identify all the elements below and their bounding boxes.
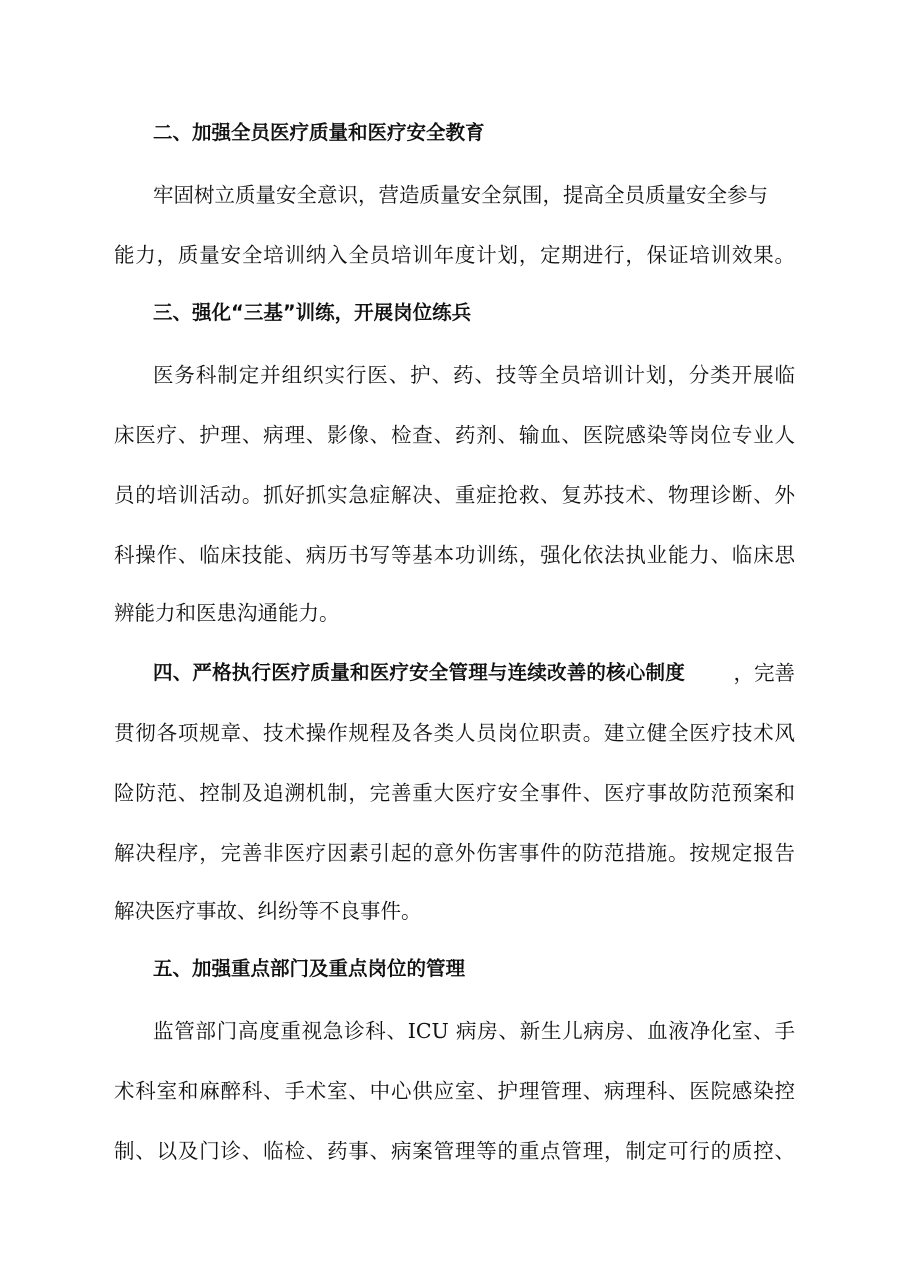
paragraph-line-text: 术科室和麻醉科、手术室、中心供应室、护理管理、病理科、医院感染控 xyxy=(114,1079,795,1103)
paragraph-line-text: 解决程序，完善非医疗因素引起的意外伤害事件的防范措施。按规定报告 xyxy=(114,841,795,865)
paragraph-line xyxy=(0,360,905,390)
paragraph-line xyxy=(0,480,905,510)
paragraph-line-text: 险防范、控制及追溯机制，完善重大医疗安全事件、医疗事故防范预案和 xyxy=(114,781,795,805)
paragraph-line xyxy=(0,180,905,210)
paragraph-line: 辨能力和医患沟通能力。 xyxy=(114,601,340,625)
paragraph-line xyxy=(0,778,905,808)
section-heading-4: 四、严格执行医疗质量和医疗安全管理与连续改善的核心制度 xyxy=(153,661,685,684)
paragraph-line-text: 贯彻各项规章、技术操作规程及各类人员岗位职责。建立健全医疗技术风 xyxy=(114,721,795,745)
paragraph-line xyxy=(0,658,905,688)
paragraph-line xyxy=(0,1136,905,1166)
paragraph-line-text: 医务科制定并组织实行医、护、药、技等全员培训计划，分类开展临 xyxy=(153,363,795,387)
paragraph-line xyxy=(0,838,905,868)
paragraph-line xyxy=(0,420,905,450)
paragraph-line xyxy=(0,1076,905,1106)
paragraph-line: 解决医疗事故、纠纷等不良事件。 xyxy=(114,899,422,923)
section-heading-2: 二、加强全员医疗质量和医疗安全教育 xyxy=(153,121,485,144)
paragraph-line xyxy=(0,718,905,748)
paragraph-line-text: 床医疗、护理、病理、影像、检查、药剂、输血、医院感染等岗位专业人 xyxy=(114,423,795,447)
paragraph-line-text: 制、以及门诊、临检、药事、病案管理等的重点管理，制定可行的质控、 xyxy=(114,1139,795,1163)
paragraph-line xyxy=(0,1016,905,1046)
paragraph-line xyxy=(0,540,905,570)
paragraph-line-text: 牢固树立质量安全意识，营造质量安全氛围，提高全员质量安全参与 xyxy=(153,183,768,207)
section-4-heading-tail: ，完善 xyxy=(733,661,795,685)
paragraph-line-text: 员的培训活动。抓好抓实急症解决、重症抢救、复苏技术、物理诊断、外 xyxy=(114,483,795,507)
paragraph-line xyxy=(0,240,905,270)
paragraph-line-text: 监管部门高度重视急诊科、ICU 病房、新生儿病房、血液净化室、手 xyxy=(153,1019,795,1043)
paragraph-line-text: 能力，质量安全培训纳入全员培训年度计划，定期进行，保证培训效果。 xyxy=(114,243,795,267)
section-heading-3: 三、强化“三基”训练，开展岗位练兵 xyxy=(153,301,472,324)
section-4-first-line xyxy=(0,658,795,688)
paragraph-line-text: 科操作、临床技能、病历书写等基本功训练，强化依法执业能力、临床思 xyxy=(114,543,795,567)
section-heading-5: 五、加强重点部门及重点岗位的管理 xyxy=(153,957,466,980)
